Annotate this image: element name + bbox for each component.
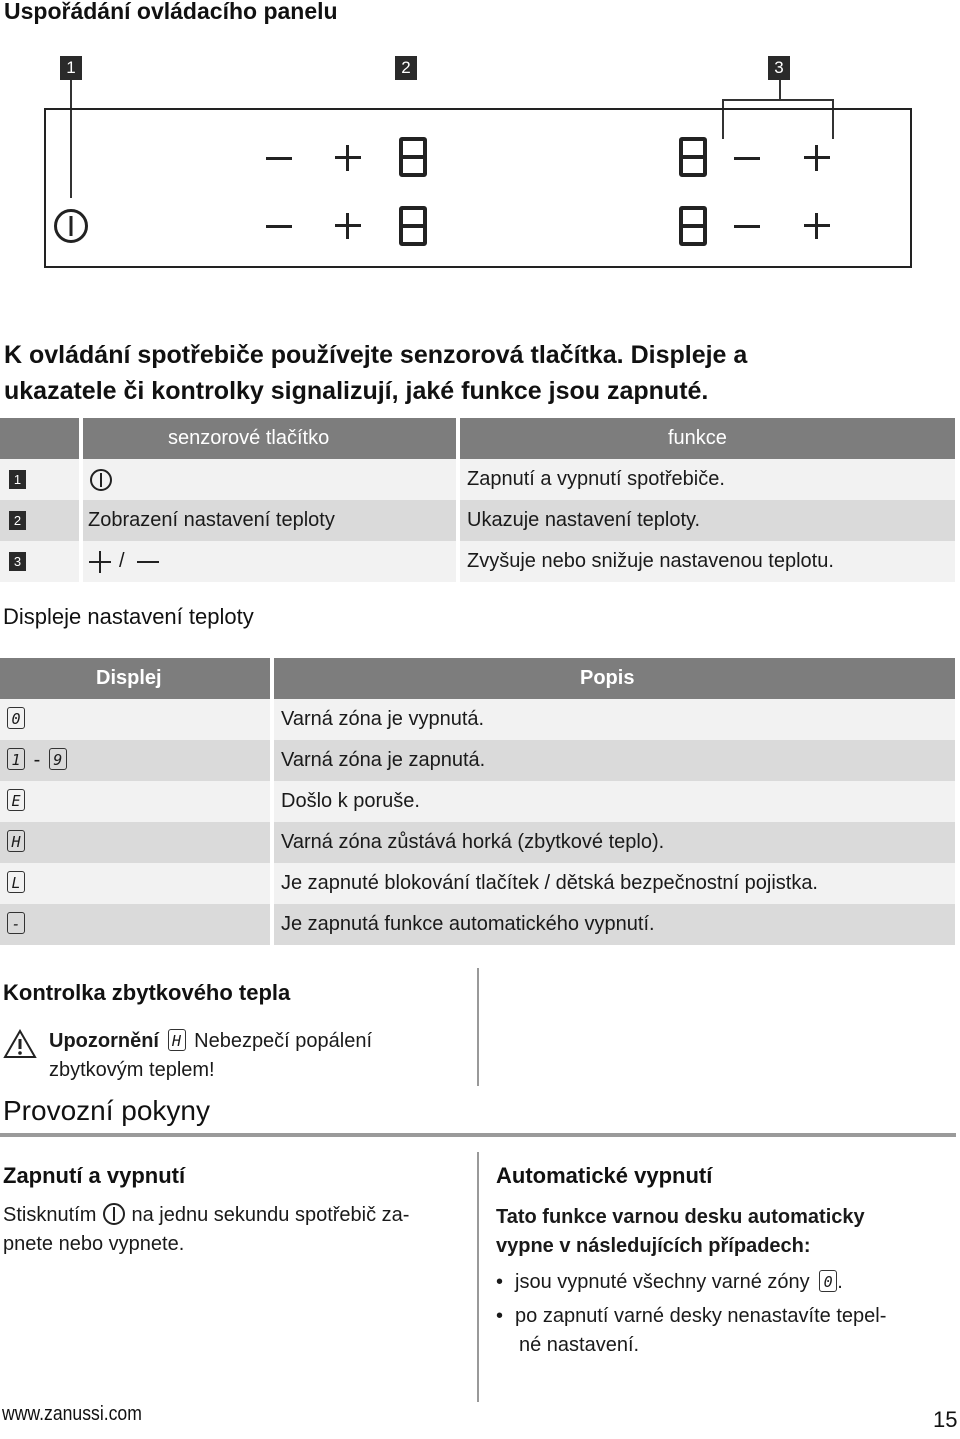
- display-segment: [399, 137, 427, 177]
- display-symbol: 0: [819, 1270, 837, 1292]
- display-symbol: 1: [7, 748, 25, 770]
- table-row: [0, 781, 955, 822]
- table-row: [0, 740, 955, 781]
- display-segment: [679, 137, 707, 177]
- warning-text-1: Nebezpečí popálení: [194, 1030, 373, 1052]
- autooff-heading: Automatické vypnutí: [496, 1163, 713, 1188]
- bullet-end: .: [837, 1271, 843, 1293]
- plus-icon: [335, 213, 361, 239]
- plus-icon: [804, 145, 830, 171]
- row-number: 3: [9, 552, 26, 571]
- callout-2: 2: [395, 56, 417, 80]
- intro-line-2: ukazatele či kontrolky signalizují, jaké funkce jsou zapnuté.: [4, 377, 709, 405]
- autooff-bold-1: Tato funkce varnou desku automaticky: [496, 1206, 865, 1228]
- bullet: •: [496, 1271, 504, 1293]
- bullet: •: [496, 1305, 504, 1327]
- table-header: [0, 418, 955, 459]
- row-number: 1: [9, 470, 26, 489]
- minus-icon: [266, 225, 292, 228]
- minus-icon: [734, 157, 760, 160]
- display-symbol: -: [7, 912, 25, 934]
- header-function: funkce: [668, 427, 727, 449]
- warning-text-2: zbytkovým teplem!: [49, 1059, 215, 1081]
- function-text: Ukazuje nastavení teploty.: [467, 509, 701, 531]
- table-row: [0, 500, 955, 541]
- table-header: [0, 658, 955, 699]
- description-text: Varná zóna je zapnutá.: [281, 749, 486, 771]
- onoff-text: [3, 1201, 409, 1259]
- onoff-text-before: Stisknutím: [3, 1204, 97, 1226]
- power-icon: [53, 208, 89, 244]
- function-text: Zvyšuje nebo snižuje nastavenou teplotu.: [467, 550, 834, 572]
- power-icon: [89, 468, 113, 492]
- range-separator: -: [33, 749, 41, 771]
- residual-heading: Kontrolka zbytkového tepla: [3, 980, 291, 1005]
- list-item: [496, 1268, 843, 1297]
- description-text: Došlo k poruše.: [281, 790, 420, 812]
- list-item: [496, 1302, 886, 1360]
- display-table: [0, 658, 955, 946]
- column-divider: [477, 1152, 479, 1402]
- table-row: [0, 863, 955, 904]
- intro-text: [4, 337, 747, 409]
- page-title: Uspořádání ovládacího panelu: [4, 0, 338, 24]
- display-symbol: H: [7, 830, 25, 852]
- header-sensor: senzorové tlačítko: [168, 427, 330, 449]
- display-segment: [399, 206, 427, 246]
- plus-icon: [89, 551, 111, 573]
- display-symbol: 9: [49, 748, 67, 770]
- column-divider: [477, 968, 479, 1086]
- onoff-text-line2: pnete nebo vypnete.: [3, 1233, 185, 1255]
- panel-frame: [44, 108, 912, 268]
- power-icon: [102, 1202, 126, 1226]
- section-heading-displays: Displeje nastavení teploty: [3, 604, 254, 629]
- header-description: Popis: [580, 667, 635, 689]
- description-text: Je zapnuté blokování tlačítek / dětská bezpečnostní pojistka.: [281, 872, 818, 894]
- bullet-text-cont: né nastavení.: [519, 1334, 640, 1356]
- table-row: [0, 904, 955, 945]
- minus-icon: [137, 551, 159, 573]
- table-row: [0, 822, 955, 863]
- bullet-text: po zapnutí varné desky nenastavíte tepel-: [515, 1305, 887, 1327]
- bullet-text: jsou vypnuté všechny varné zóny: [515, 1271, 810, 1293]
- sensor-text: Zobrazení nastavení teploty: [88, 509, 335, 531]
- warning-label: Upozornění: [49, 1030, 159, 1052]
- warning-text: [49, 1027, 372, 1085]
- display-symbol: H: [168, 1029, 186, 1051]
- callout-3: 3: [768, 56, 790, 80]
- onoff-text-after: na jednu sekundu spotřebič za-: [131, 1204, 410, 1226]
- description-text: Varná zóna zůstává horká (zbytkové teplo).: [281, 831, 665, 853]
- slash: /: [119, 550, 125, 572]
- onoff-heading: Zapnutí a vypnutí: [3, 1163, 186, 1188]
- warning-icon: [3, 1029, 37, 1059]
- autooff-intro: [496, 1203, 865, 1261]
- header-display: Displej: [96, 667, 162, 689]
- page-number: 15: [933, 1407, 958, 1432]
- callout-1: 1: [60, 56, 82, 80]
- plus-icon: [335, 145, 361, 171]
- display-symbol: E: [7, 789, 25, 811]
- description-text: Je zapnutá funkce automatického vypnutí.: [281, 913, 655, 935]
- display-symbol: L: [7, 871, 25, 893]
- intro-line-1: K ovládání spotřebiče používejte senzorová tlačítka. Displeje a: [4, 341, 748, 369]
- description-text: Varná zóna je vypnutá.: [281, 708, 485, 730]
- row-number: 2: [9, 511, 26, 530]
- operating-heading: Provozní pokyny: [3, 1095, 210, 1126]
- minus-icon: [266, 157, 292, 160]
- function-text: Zapnutí a vypnutí spotřebiče.: [467, 468, 725, 490]
- autooff-bold-2: vypne v následujících případech:: [496, 1235, 811, 1257]
- footer-url[interactable]: www.zanussi.com: [2, 1403, 142, 1425]
- display-symbol: 0: [7, 707, 25, 729]
- table-row: [0, 541, 955, 582]
- plus-icon: [804, 213, 830, 239]
- minus-icon: [734, 225, 760, 228]
- heading-rule: [0, 1133, 956, 1137]
- leader-line-3: [779, 80, 781, 100]
- table-row: [0, 699, 955, 740]
- sensor-table: [0, 418, 955, 582]
- table-row: [0, 459, 955, 500]
- display-segment: [679, 206, 707, 246]
